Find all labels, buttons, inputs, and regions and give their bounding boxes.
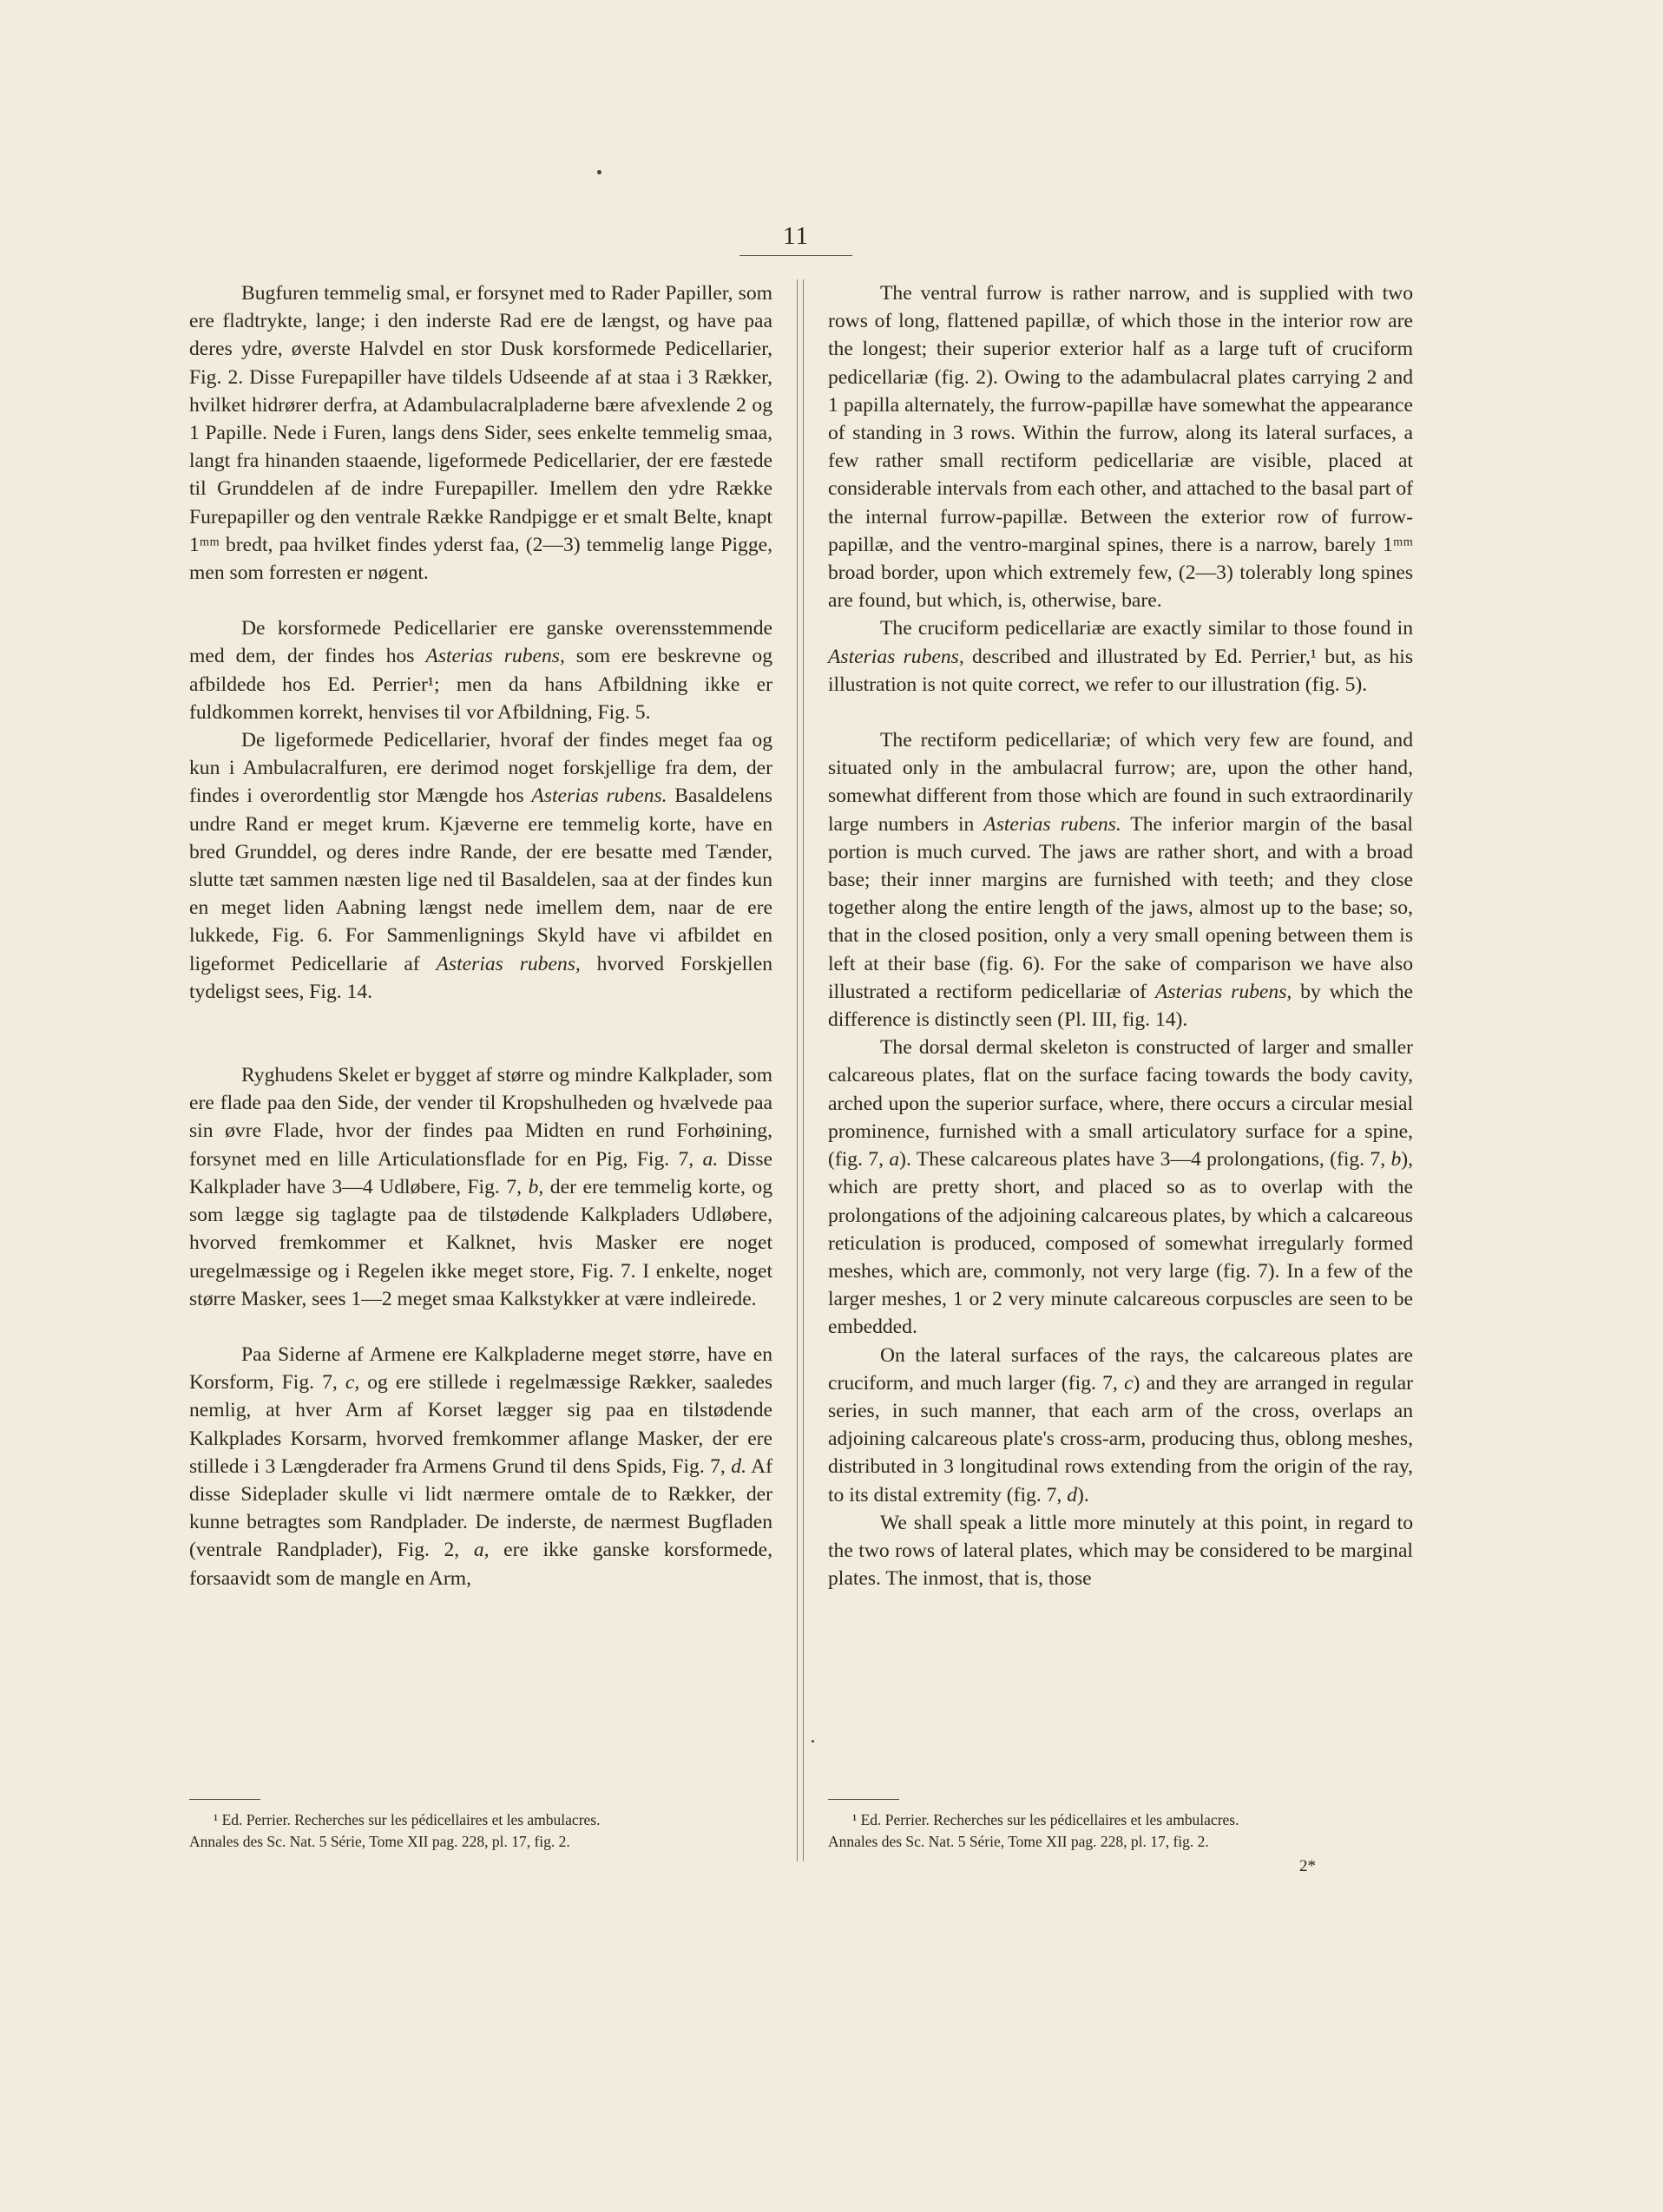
paragraph: De korsformede Pedicellarier ere ganske overensstemmende med dem, der findes hos Asterias rubens, som ere beskrevne og afbildede hos Ed. Perrier¹; men da hans Afbildning ikke er fuldkommen korrekt, henvises til vor Afbildning, Fig. 5.: [189, 617, 772, 724]
species-name: a,: [473, 1539, 490, 1562]
header-rule: [739, 255, 852, 256]
species-name: a: [889, 1148, 900, 1172]
footnote-line: ¹ Ed. Perrier. Recherches sur les pédicellaires et les ambulacres.: [214, 1811, 601, 1828]
paragraph: The cruciform pedicellariæ are exactly similar to those found in Asterias rubens, described and illustrated by Ed. Perrier,¹ but, as his illustration is not quite correct, we refer to our illustration (fig. 5).: [828, 617, 1413, 696]
right-footnote: [828, 1809, 1411, 1853]
paragraph: Ryghudens Skelet er bygget af større og mindre Kalkplader, som ere flade paa den Side, der vender til Kropshulheden og hvælvede paa sin øvre Flade, hvor der findes paa Midten en rund Forhøining, forsynet med en lille Articulationsflade for en Pig, Fig. 7, a. Disse Kalkplader have 3—4 Udløbere, Fig. 7, b, der ere temmelig korte, og som lægge sig taglagte paa de tilstødende Kalkpladers Udløbere, hvorved fremkommer et Kalknet, hvis Masker ere noget uregelmæssige og i Regelen ikke meget store, Fig. 7. I enkelte, noget større Masker, sees 1—2 meget smaa Kalkstykker at være indleirede.: [189, 1064, 773, 1310]
left-footnote: [189, 1809, 772, 1853]
column-divider: [803, 279, 804, 1861]
species-name: d: [1067, 1483, 1078, 1506]
paragraph: On the lateral surfaces of the rays, the calcareous plates are cruciform, and much larger (fig. 7, c) and they are arranged in regular series, in such manner, that each arm of the cross, overlaps an adjoining calcareous plate's cross-arm, producing thus, oblong meshes, distributed in 3 longitudinal rows extending from the origin of the ray, to its distal extremity (fig. 7, d).: [828, 1343, 1413, 1506]
species-name: Asterias rubens,: [436, 952, 581, 975]
ink-speck: [597, 170, 601, 174]
species-name: c: [1124, 1371, 1134, 1395]
species-name: Asterias rubens.: [531, 784, 667, 808]
paragraph: The rectiform pedicellariæ; of which very few are found, and situated only in the ambulacral furrow; are, upon the other hand, somewhat different from those which are found in such extraordinarily large numbers in Asterias rubens. The inferior margin of the basal portion is much curved. The jaws are rather short, and with a broad base; their inner margins are furnished with teeth; and they close together along the entire length of the jaws, almost up to the base; so, that in the closed position, only a very small opening between them is left at their base (fig. 6). For the sake of comparison we have also illustrated a rectiform pedicellariæ of Asterias rubens, by which the difference is distinctly seen (Pl. III, fig. 14).: [828, 729, 1413, 1032]
right-column: [828, 279, 1413, 1592]
paragraph: De ligeformede Pedicellarier, hvoraf der findes meget faa og kun i Ambulacralfuren, ere derimod noget forskjellige fra dem, der findes i overordentlig stor Mængde hos Asterias rubens. Basaldelens undre Rand er meget krum. Kjæverne ere temmelig korte, have en bred Grunddel, og deres indre Rande, der ere besatte med Tænder, slutte tæt sammen næsten lige ned til Basaldelen, saa at der findes kun en meget liden Aabning længst nede imellem dem, naar de ere lukkede, Fig. 6. For Sammenlignings Skyld have vi afbildet en ligeformet Pedicellarie af Asterias rubens, hvorved Forskjellen tydeligst sees, Fig. 14.: [189, 729, 772, 1003]
footnote-line: ¹ Ed. Perrier. Recherches sur les pédicellaires et les ambulacres.: [852, 1811, 1239, 1828]
signature-mark: 2*: [1299, 1857, 1316, 1875]
species-name: a.: [702, 1147, 719, 1171]
paragraph: The dorsal dermal skeleton is constructed of larger and smaller calcareous plates, flat on the surface facing towards the body cavity, arched upon the superior surface, where, there occurs a circular mesial prominence, furnished with a small articulatory surface for a spine, (fig. 7, a). These calcareous plates have 3—4 prolongations, (fig. 7, b), which are pretty short, and placed so as to overlap with the prolongations of the adjoining calcareous plates, by which a calcareous reticulation is produced, composed of somewhat irregularly formed meshes, which are, commonly, not very large (fig. 7). In a few of the larger meshes, 1 or 2 very minute calcareous corpuscles are seen to be embedded.: [828, 1036, 1413, 1339]
species-name: b: [1390, 1148, 1402, 1172]
species-name: b,: [528, 1175, 544, 1198]
footnote-line: Annales des Sc. Nat. 5 Série, Tome XII pag. 228, pl. 17, fig. 2.: [189, 1833, 570, 1850]
species-name: Asterias rubens,: [425, 645, 565, 668]
left-footnote-rule: [189, 1799, 260, 1800]
species-name: d.: [731, 1454, 746, 1478]
page-number: 11: [783, 222, 809, 250]
column-divider: [797, 279, 798, 1861]
paragraph: The ventral furrow is rather narrow, and is supplied with two rows of long, flattened papillæ, of which those in the interior row are the longest; their superior exterior half as a large tuft of cruciform pedicellariæ (fig. 2). Owing to the adambulacral plates carrying 2 and 1 papilla alternately, the furrow-papillæ have somewhat the appearance of standing in 3 rows. Within the furrow, along its lateral surfaces, a few rather small rectiform pedicellariæ are visible, placed at considerable intervals from each other, and attached to the basal part of the internal furrow-papillæ. Between the exterior row of furrow-papillæ, and the ventro-marginal spines, there is a narrow, barely 1ᵐᵐ broad border, upon which extremely few, (2—3) tolerably long spines are found, but which, is, otherwise, bare.: [828, 282, 1413, 613]
right-footnote-rule: [828, 1799, 899, 1800]
species-name: c,: [345, 1371, 360, 1395]
species-name: Asterias rubens,: [828, 645, 964, 668]
ink-speck: [812, 1740, 814, 1743]
species-name: Asterias rubens,: [1154, 980, 1292, 1003]
species-name: Asterias rubens.: [983, 812, 1121, 836]
left-column: [189, 279, 772, 1592]
paragraph: Paa Siderne af Armene ere Kalkpladerne meget større, have en Korsform, Fig. 7, c, og ere stillede i regelmæssige Rækker, saaledes nemlig, at hver Arm af Korset lægger sig paa en tilstødende Kalkplades Korsarm, hvorved fremkommer aflange Masker, der ere stillede i 3 Længderader fra Armens Grund til dens Spids, Fig. 7, d. Af disse Sideplader skulle vi lidt nærmere omtale de to Rækker, der kunne betragtes som Randplader. De inderste, de nærmest Bugfladen (ventrale Randplader), Fig. 2, a, ere ikke ganske korsformede, forsaavidt som de mangle en Arm,: [189, 1342, 773, 1590]
paragraph: Bugfuren temmelig smal, er forsynet med to Rader Papiller, som ere fladtrykte, lange; i den inderste Rad ere de længst, og have paa deres ydre, øverste Halvdel en stor Dusk korsformede Pedicellarier, Fig. 2. Disse Furepapiller have tildels Udseende af at staa i 3 Rækker, hvilket hidrører derfra, at Adambulacralpladerne bære afvexlende 2 og 1 Papille. Nede i Furen, langs dens Sider, sees enkelte temmelig smaa, langt fra hinanden staaende, ligeformede Pedicellarier, der ere fæstede til Grunddelen af de indre Furepapiller. Imellem den ydre Række Furepapiller og den ventrale Række Randpigge er et smalt Belte, knapt 1ᵐᵐ bredt, paa hvilket findes yderst faa, (2—3) temmelig lange Pigge, men som forresten er nøgent.: [189, 282, 772, 585]
footnote-line: Annales des Sc. Nat. 5 Série, Tome XII pag. 228, pl. 17, fig. 2.: [828, 1833, 1209, 1850]
paragraph: We shall speak a little more minutely at this point, in regard to the two rows of lateral plates, which may be considered to be marginal plates. The inmost, that is, those: [828, 1511, 1413, 1591]
